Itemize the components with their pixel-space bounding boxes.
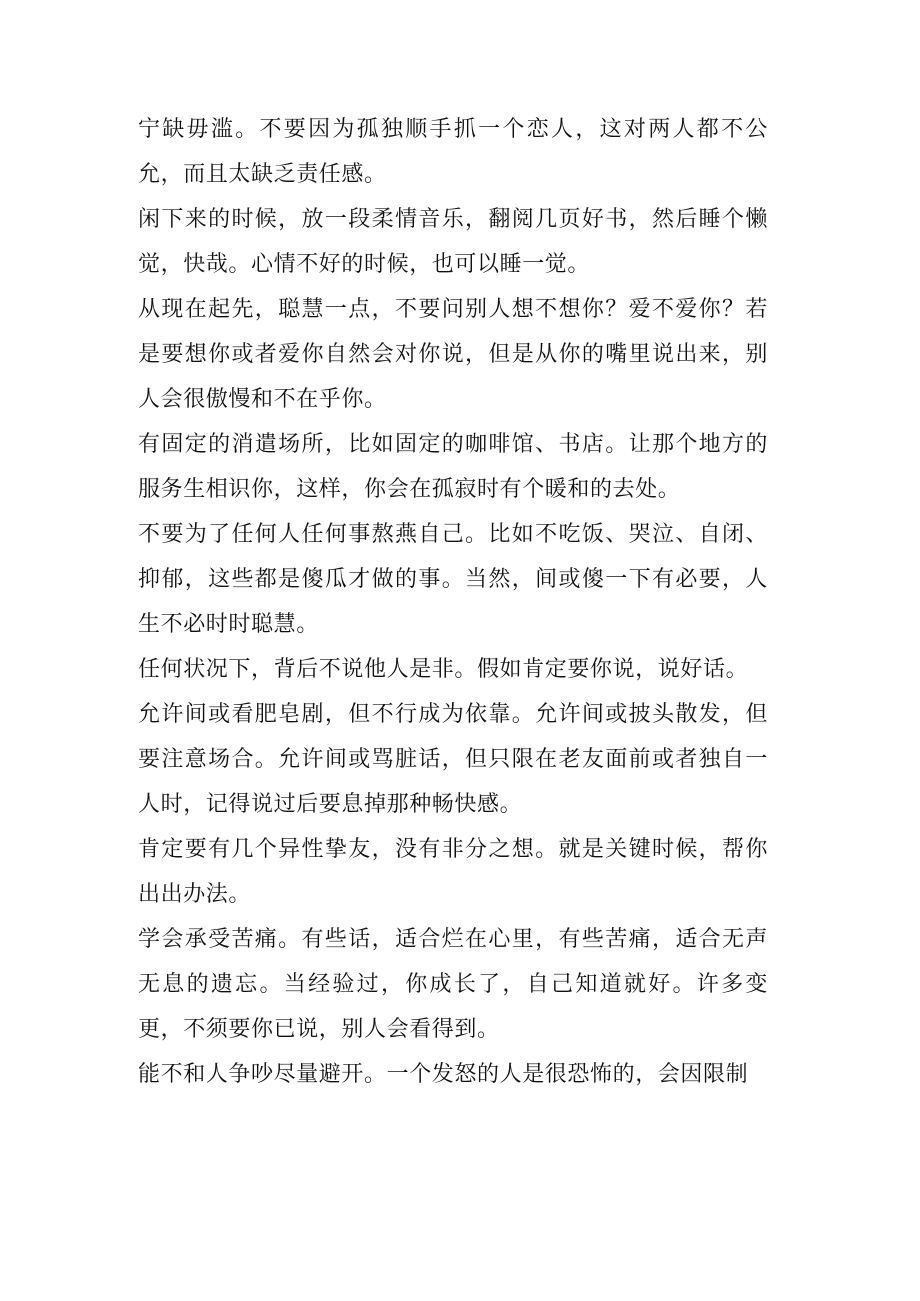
paragraph-7: 允许间或看肥皂剧，但不行成为依靠。允许间或披头散发，但要注意场合。允许间或骂脏话，但只限在老友面前或者独自一人时，记得说过后要息掉那种畅快感。 <box>138 702 768 817</box>
paragraph-9: 学会承受苦痛。有些话，适合烂在心里，有些苦痛，适合无声无息的遗忘。当经验过，你成长了，自己知道就好。许多变更，不须要你已说，别人会看得到。 <box>138 927 768 1042</box>
paragraph-3: 从现在起先，聪慧一点，不要问别人想不想你？爱不爱你？若是要想你或者爱你自然会对你说，但是从你的嘴里说出来，别人会很傲慢和不在乎你。 <box>138 297 768 412</box>
body-text <box>138 107 768 1097</box>
paragraph-10: 能不和人争吵尽量避开。一个发怒的人是很恐怖的，会因限制 <box>138 1062 749 1087</box>
paragraph-8: 肯定要有几个异性挚友，没有非分之想。就是关键时候，帮你出出办法。 <box>138 837 768 907</box>
paragraph-2: 闲下来的时候，放一段柔情音乐，翻阅几页好书，然后睡个懒觉，快哉。心情不好的时候，也可以睡一觉。 <box>138 207 768 277</box>
paragraph-5: 不要为了任何人任何事熬燕自己。比如不吃饭、哭泣、自闭、抑郁，这些都是傻瓜才做的事。当然，间或傻一下有必要，人生不必时时聪慧。 <box>138 522 768 637</box>
paragraph-6: 任何状况下，背后不说他人是非。假如肯定要你说，说好话。 <box>138 657 749 682</box>
paragraph-4: 有固定的消遣场所，比如固定的咖啡馆、书店。让那个地方的服务生相识你，这样，你会在孤寂时有个暖和的去处。 <box>138 432 768 502</box>
paragraph-1: 宁缺毋滥。不要因为孤独顺手抓一个恋人，这对两人都不公允，而且太缺乏责任感。 <box>138 117 768 187</box>
